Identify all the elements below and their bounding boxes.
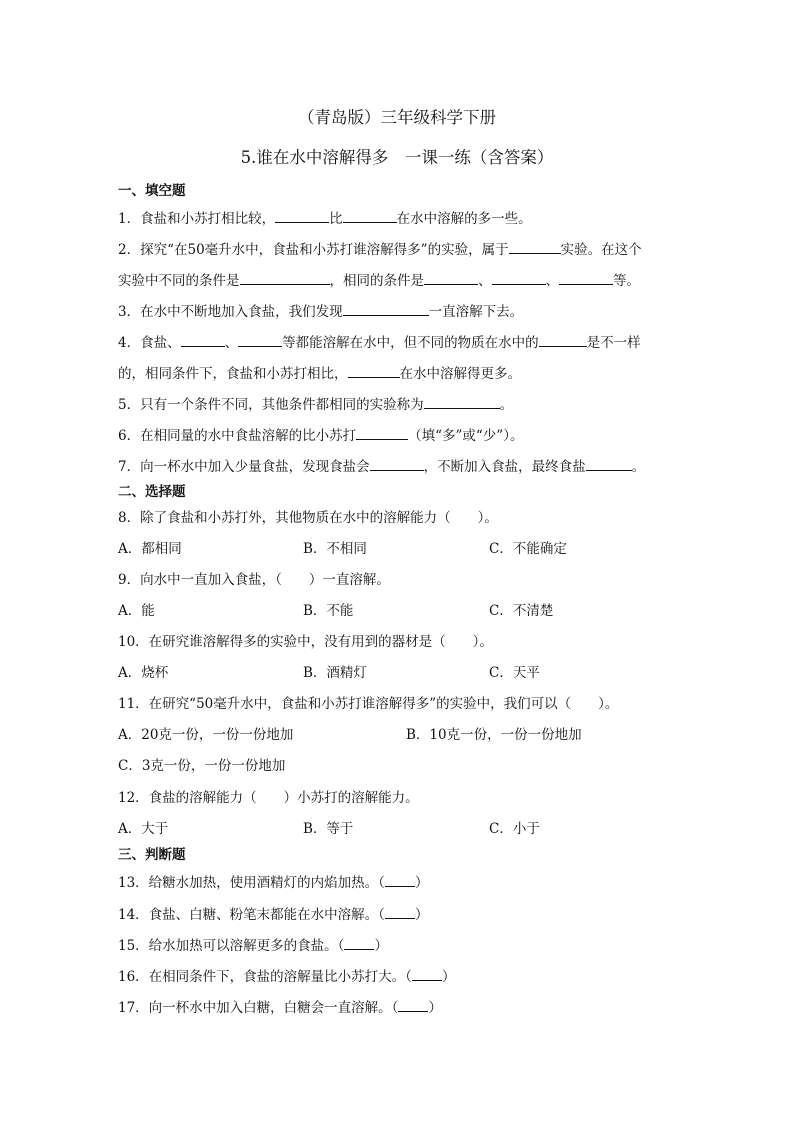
option-c[interactable]: C．小于 (489, 821, 540, 837)
question-5: 5．只有一个条件不同，其他条件都相同的实验称为 。 (118, 394, 513, 414)
option-a[interactable]: A．烧杯 (118, 665, 169, 681)
option-c[interactable]: C．天平 (489, 665, 540, 681)
answer-blank[interactable] (586, 456, 632, 471)
question-16: 16．在相同条件下，食盐的溶解量比小苏打大。（ ） (118, 966, 455, 986)
answer-blank[interactable] (344, 935, 374, 950)
answer-blank[interactable] (492, 270, 546, 285)
question-8: 8．除了食盐和小苏打外，其他物质在水中的溶解能力（ ）。 (118, 510, 498, 526)
option-b[interactable]: B．不能 (303, 603, 354, 619)
answer-blank[interactable] (343, 301, 429, 316)
answer-blank[interactable] (424, 394, 500, 409)
answer-blank[interactable] (509, 239, 561, 254)
question-7: 7．向一杯水中加入少量食盐，发现食盐会 ，不断加入食盐，最终食盐 。 (118, 456, 645, 476)
option-c[interactable]: C．不能确定 (489, 541, 567, 557)
answer-blank[interactable] (240, 270, 330, 285)
section-choice-heading: 二、选择题 (118, 484, 186, 500)
section-judge-heading: 三、判断题 (118, 847, 186, 863)
answer-blank[interactable] (398, 997, 428, 1012)
option-c[interactable]: C．不清楚 (489, 603, 554, 619)
question-6: 6．在相同量的水中食盐溶解的比小苏打 （填“多”或“少”）。 (118, 425, 523, 445)
answer-blank[interactable] (275, 208, 329, 223)
question-10: 10．在研究谁溶解得多的实验中，没有用到的器材是（ ）。 (118, 634, 493, 650)
option-b[interactable]: B．酒精灯 (303, 665, 367, 681)
option-a[interactable]: A．都相同 (118, 541, 182, 557)
question-1: 1．食盐和小苏打相比较， 比 在水中溶解的多一些。 (118, 208, 532, 228)
question-12: 12．食盐的溶解能力（ ）小苏打的溶解能力。 (118, 790, 419, 806)
question-4-line-1: 4．食盐、 、 等都能溶解在水中，但不同的物质在水中的 是不一样 (118, 332, 641, 352)
question-4-line-2: 的，相同条件下，食盐和小苏打相比， 在水中溶解得更多。 (118, 363, 521, 383)
option-a[interactable]: A．能 (118, 603, 155, 619)
answer-blank[interactable] (238, 332, 282, 347)
question-2-line-1: 2．探究“在50毫升水中，食盐和小苏打谁溶解得多”的实验，属于 实验。在这个 (118, 239, 642, 259)
answer-blank[interactable] (424, 270, 478, 285)
question-9: 9．向水中一直加入食盐，（ ）一直溶解。 (118, 572, 390, 588)
option-a[interactable]: A．大于 (118, 821, 169, 837)
answer-blank[interactable] (559, 270, 613, 285)
question-11: 11．在研究“50毫升水中，食盐和小苏打谁溶解得多”的实验中，我们可以（ ）。 (118, 696, 619, 712)
answer-blank[interactable] (356, 425, 408, 440)
question-17: 17．向一杯水中加入白糖，白糖会一直溶解。（ ） (118, 997, 442, 1017)
answer-blank[interactable] (412, 966, 442, 981)
option-b[interactable]: B．不相同 (303, 541, 367, 557)
answer-blank[interactable] (385, 872, 415, 887)
answer-blank[interactable] (343, 208, 397, 223)
question-13: 13．给糖水加热，使用酒精灯的内焰加热。（ ） (118, 872, 428, 892)
question-14: 14．食盐、白糖、粉笔末都能在水中溶解。（ ） (118, 904, 428, 924)
answer-blank[interactable] (181, 332, 225, 347)
answer-blank[interactable] (385, 904, 415, 919)
answer-blank[interactable] (539, 332, 587, 347)
option-b[interactable]: B．10克一份，一份一份地加 (406, 727, 582, 743)
answer-blank[interactable] (370, 456, 424, 471)
option-a[interactable]: A．20克一份，一份一份地加 (118, 727, 294, 743)
question-3: 3．在水中不断地加入食盐，我们发现 一直溶解下去。 (118, 301, 523, 321)
question-15: 15．给水加热可以溶解更多的食盐。（ ） (118, 935, 388, 955)
document-title: （青岛版）三年级科学下册 (298, 108, 496, 127)
question-2-line-2: 实验中不同的条件是 ，相同的条件是 、 、 等。 (118, 270, 640, 290)
answer-blank[interactable] (348, 363, 400, 378)
section-fill-heading: 一、填空题 (118, 183, 186, 199)
option-c[interactable]: C．3克一份，一份一份地加 (118, 758, 286, 774)
document-subtitle: 5.谁在水中溶解得多 一课一练（含答案） (240, 148, 554, 167)
option-b[interactable]: B．等于 (303, 821, 354, 837)
